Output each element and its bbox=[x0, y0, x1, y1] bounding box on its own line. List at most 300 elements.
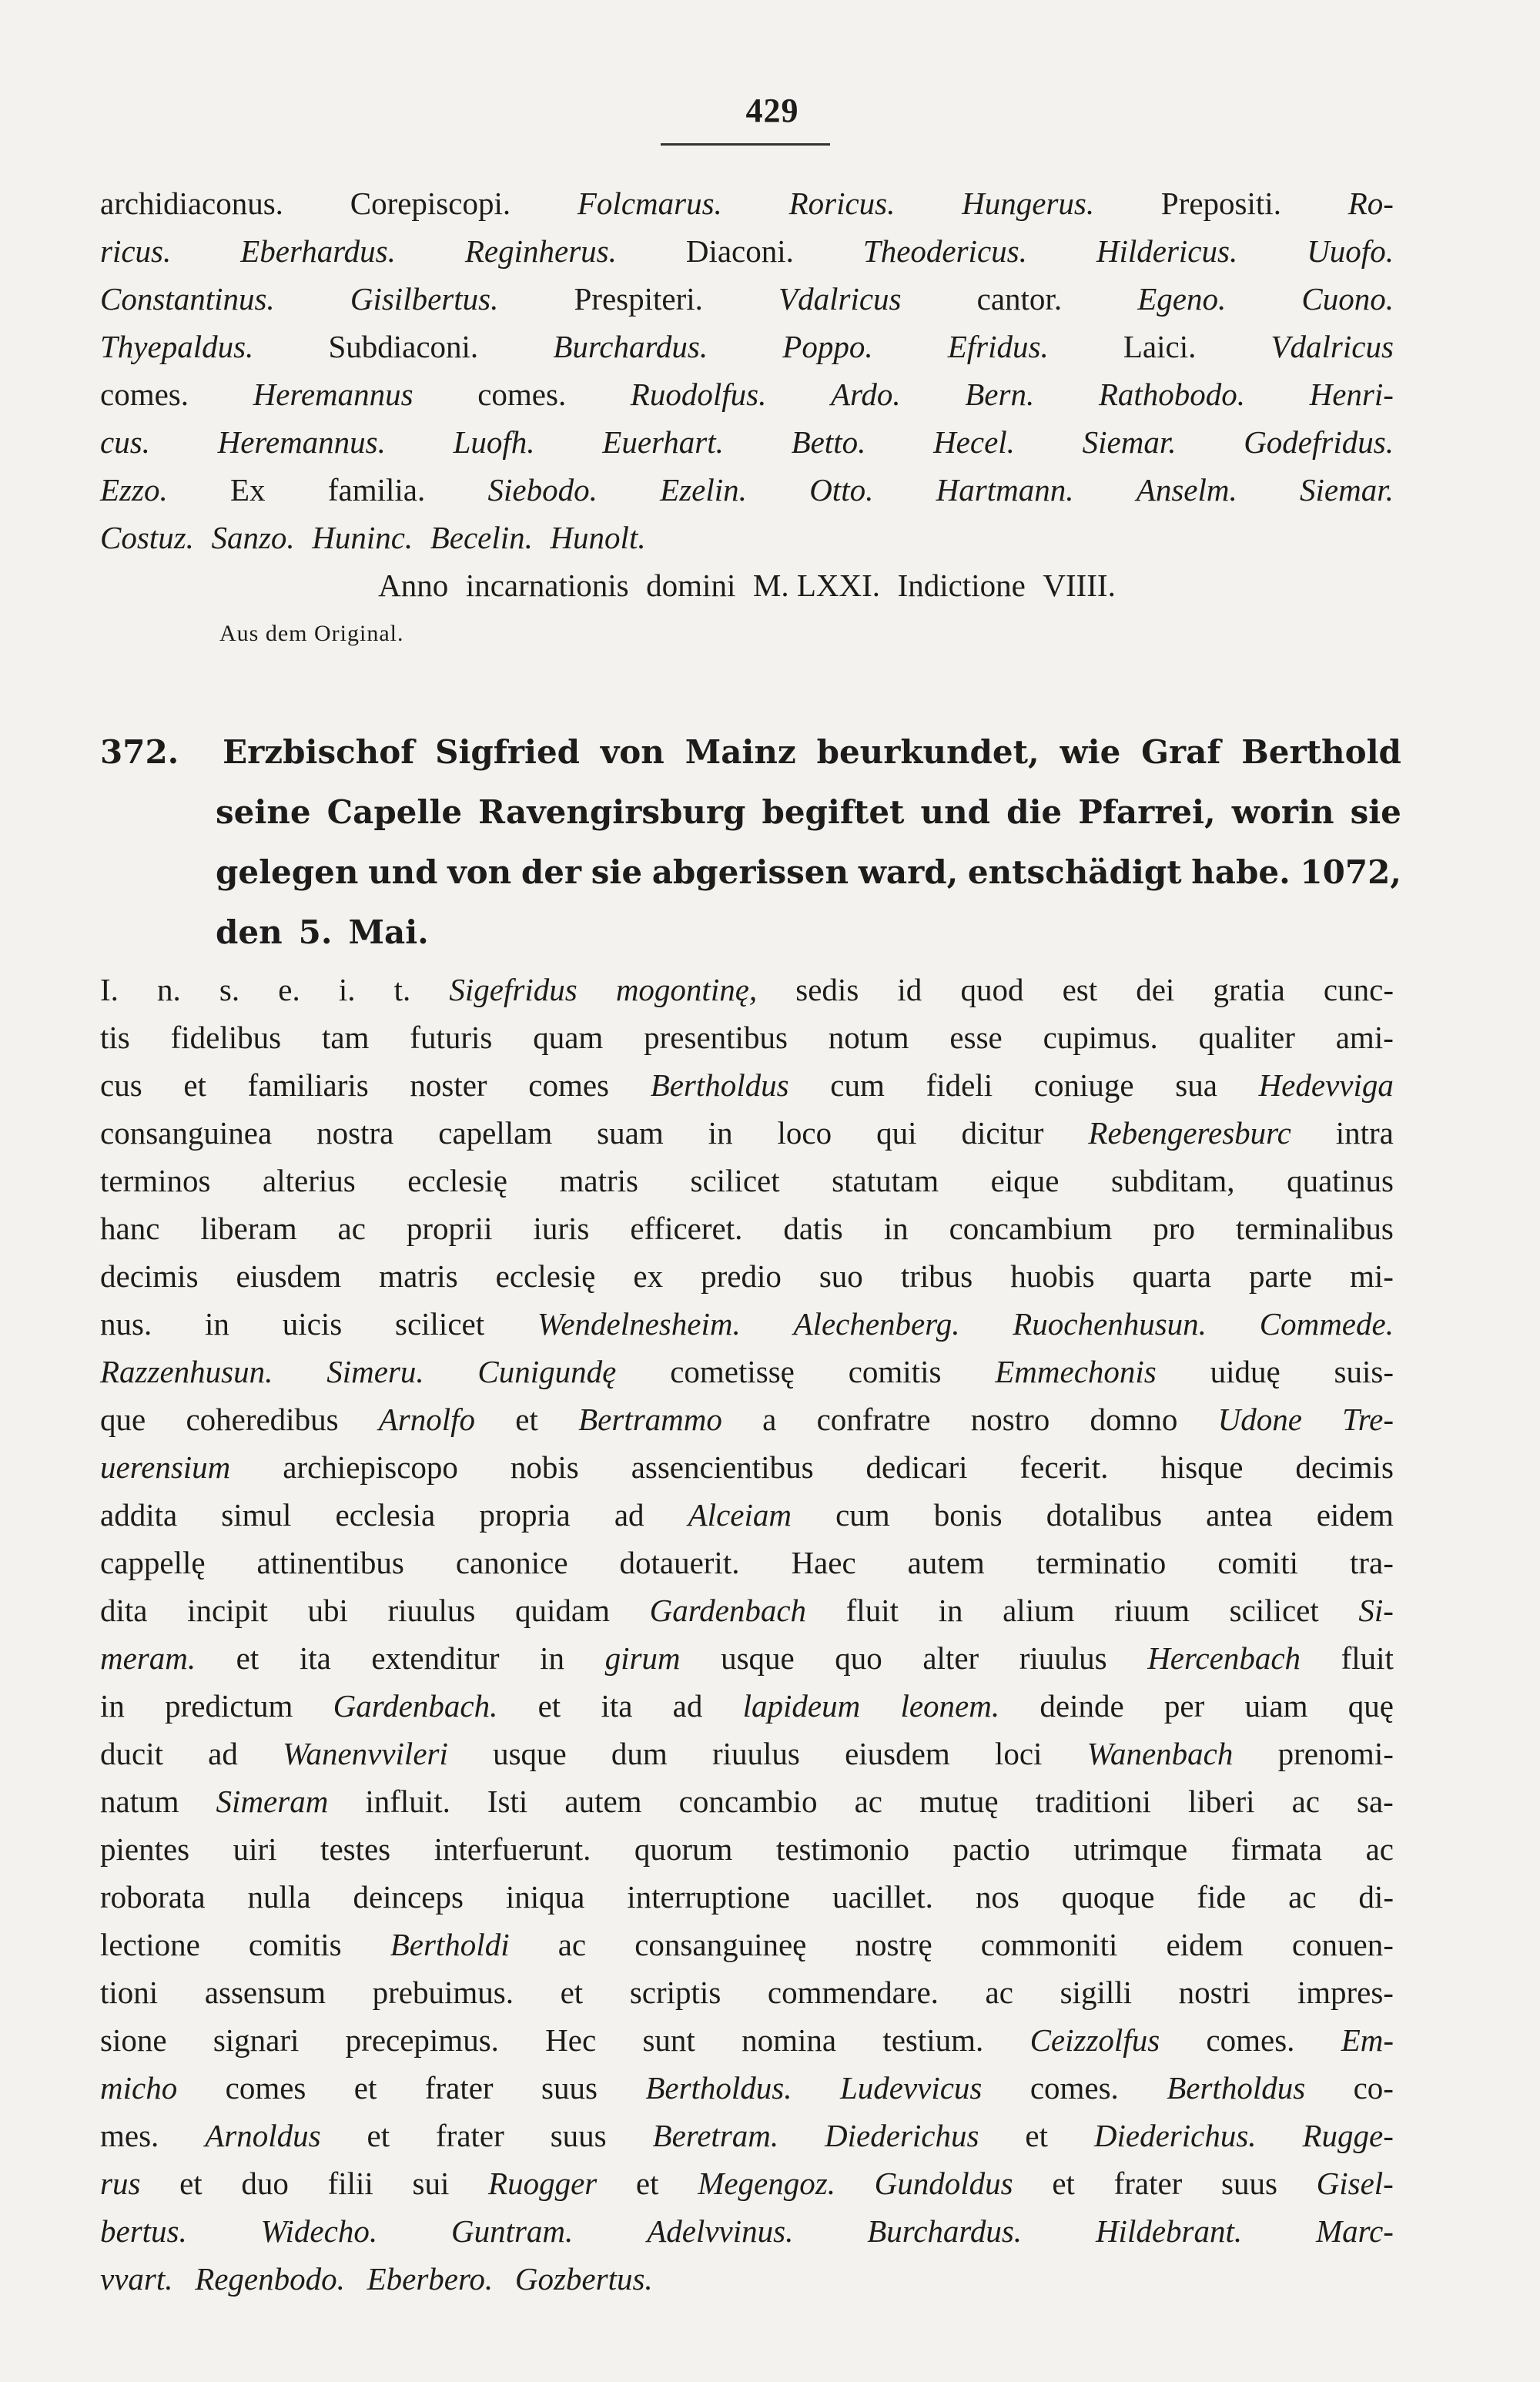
word: testes bbox=[320, 1831, 391, 1867]
italic-word: Heremannus bbox=[253, 377, 413, 412]
word: Hec bbox=[545, 2022, 597, 2058]
word: terminalibus bbox=[1235, 1211, 1394, 1246]
italic-word: Siebodo. bbox=[487, 472, 598, 508]
text-line bbox=[100, 1491, 1394, 1539]
word: cum bbox=[830, 1067, 885, 1103]
heading-word: und bbox=[368, 853, 438, 891]
word: assensum bbox=[204, 1975, 326, 2010]
italic-word: Ezzo. bbox=[100, 472, 168, 508]
word: dei bbox=[1136, 972, 1175, 1007]
italic-word: Ruogger bbox=[488, 2166, 598, 2201]
word: eiusdem bbox=[845, 1736, 950, 1771]
italic-word: Ezelin. bbox=[660, 472, 747, 508]
italic-word: Alechenberg. bbox=[793, 1306, 960, 1342]
italic-word: Theodericus. bbox=[862, 233, 1027, 269]
word: quidam bbox=[515, 1593, 610, 1628]
word: cus bbox=[100, 1067, 142, 1103]
word: commendare. bbox=[767, 1975, 939, 2010]
word: in bbox=[883, 1211, 909, 1246]
italic-word: Em- bbox=[1341, 2022, 1394, 2058]
italic-word: Vdalricus bbox=[778, 281, 902, 317]
word: comes. bbox=[477, 377, 567, 412]
source-note: Aus dem Original. bbox=[219, 621, 404, 646]
word: ac bbox=[1291, 1784, 1320, 1819]
word: sedis bbox=[795, 972, 859, 1007]
text-line bbox=[100, 561, 1394, 609]
italic-word: Simeram bbox=[216, 1784, 329, 1819]
text-line bbox=[100, 1300, 1394, 1348]
italic-word: Burchardus. bbox=[553, 329, 708, 364]
heading-word: 1072, bbox=[1300, 853, 1401, 891]
text-line bbox=[100, 1921, 1394, 1968]
word: nos bbox=[975, 1879, 1019, 1915]
italic-word: Regenbodo. bbox=[195, 2261, 345, 2297]
word: familia. bbox=[327, 472, 426, 508]
word: hanc bbox=[100, 1211, 160, 1246]
word: archidiaconus. bbox=[100, 186, 283, 221]
word: riuulus bbox=[1019, 1640, 1107, 1676]
text-line bbox=[100, 179, 1394, 227]
italic-word: Ruochenhusun. bbox=[1013, 1306, 1207, 1342]
word: fecerit. bbox=[1019, 1449, 1109, 1485]
italic-word: leonem. bbox=[900, 1688, 1000, 1724]
heading-word: worin bbox=[1231, 793, 1334, 831]
word: assencientibus bbox=[631, 1449, 814, 1485]
italic-word: Adelvvinus. bbox=[647, 2213, 794, 2249]
word: quorum bbox=[634, 1831, 733, 1867]
word: loco bbox=[777, 1115, 832, 1151]
word: i. bbox=[338, 972, 356, 1007]
word: statutam bbox=[832, 1163, 939, 1198]
italic-word: Bertrammo bbox=[578, 1402, 722, 1437]
word: nostro bbox=[970, 1402, 1050, 1437]
word: uicis bbox=[282, 1306, 343, 1342]
word: Prespiteri. bbox=[574, 281, 703, 317]
italic-word: Sanzo. bbox=[211, 520, 295, 555]
word: attinentibus bbox=[256, 1545, 404, 1580]
word: uacillet. bbox=[832, 1879, 933, 1915]
word: huobis bbox=[1010, 1258, 1095, 1294]
italic-word: Bertholdus bbox=[650, 1067, 789, 1103]
text-line bbox=[100, 1586, 1394, 1634]
word: quam bbox=[533, 1020, 604, 1055]
italic-word: Luofh. bbox=[453, 424, 535, 460]
word: prenomi- bbox=[1277, 1736, 1394, 1771]
word: coniuge bbox=[1033, 1067, 1134, 1103]
word: quod bbox=[960, 972, 1024, 1007]
word: t. bbox=[393, 972, 411, 1007]
text-line bbox=[100, 2207, 1394, 2255]
word: pro bbox=[1153, 1211, 1195, 1246]
word: per bbox=[1163, 1688, 1205, 1724]
italic-word: Vdalricus bbox=[1270, 329, 1394, 364]
italic-word: Simeru. bbox=[326, 1354, 424, 1389]
word: gratia bbox=[1213, 972, 1285, 1007]
italic-word: Eberbero. bbox=[367, 2261, 494, 2297]
word: autem bbox=[564, 1784, 642, 1819]
italic-word: Arnolfo bbox=[378, 1402, 476, 1437]
word: nulla bbox=[247, 1879, 311, 1915]
word: archiepiscopo bbox=[283, 1449, 458, 1485]
italic-word: Ro- bbox=[1348, 186, 1394, 221]
italic-word: Beretram. bbox=[652, 2118, 779, 2153]
word: iniqua bbox=[505, 1879, 585, 1915]
word: riuulus bbox=[387, 1593, 476, 1628]
word: predio bbox=[701, 1258, 782, 1294]
text-line bbox=[100, 466, 1394, 514]
word: mutuę bbox=[919, 1784, 999, 1819]
italic-word: Poppo. bbox=[782, 329, 873, 364]
heading-word: Mainz bbox=[685, 733, 796, 771]
word: in bbox=[938, 1593, 963, 1628]
text-line bbox=[100, 1061, 1394, 1109]
word: nostra bbox=[316, 1115, 394, 1151]
previous-document-text bbox=[100, 179, 1394, 561]
word: parte bbox=[1249, 1258, 1312, 1294]
word: ami- bbox=[1335, 1020, 1394, 1055]
italic-word: Betto. bbox=[791, 424, 866, 460]
page-number-rule bbox=[661, 143, 830, 146]
word: frater bbox=[436, 2118, 504, 2153]
word: autem bbox=[907, 1545, 985, 1580]
text-line bbox=[100, 1157, 1394, 1204]
word: addita bbox=[100, 1497, 178, 1533]
text-line bbox=[100, 1109, 1394, 1157]
word: di- bbox=[1358, 1879, 1394, 1915]
italic-word: Rugge- bbox=[1302, 2118, 1394, 2153]
italic-word: Uuofo. bbox=[1307, 233, 1394, 269]
word: ac bbox=[557, 1927, 587, 1962]
italic-word: lapideum bbox=[742, 1688, 861, 1724]
italic-word: Wendelnesheim. bbox=[537, 1306, 741, 1342]
text-line bbox=[100, 1252, 1394, 1300]
word: intra bbox=[1335, 1115, 1394, 1151]
word: terminos bbox=[100, 1163, 211, 1198]
italic-word: Alceiam bbox=[688, 1497, 792, 1533]
word: a bbox=[762, 1402, 777, 1437]
word: roborata bbox=[100, 1879, 206, 1915]
word: in bbox=[100, 1688, 125, 1724]
italic-word: Euerhart. bbox=[602, 424, 724, 460]
italic-word: Bertholdi bbox=[390, 1927, 510, 1962]
heading-word: Erzbischof bbox=[223, 733, 415, 771]
word: Haec bbox=[791, 1545, 856, 1580]
word: matris bbox=[559, 1163, 638, 1198]
italic-word: Cunigundę bbox=[477, 1354, 617, 1389]
italic-word: Cuono. bbox=[1301, 281, 1394, 317]
word: comitis bbox=[248, 1927, 342, 1962]
heading-word: seine bbox=[216, 793, 311, 831]
word: quarta bbox=[1132, 1258, 1212, 1294]
word: comes. bbox=[1029, 2070, 1119, 2106]
word: prebuimus. bbox=[372, 1975, 514, 2010]
heading-line bbox=[100, 722, 1401, 782]
word: M. LXXI. bbox=[752, 568, 881, 603]
word: in bbox=[708, 1115, 733, 1151]
word: subditam, bbox=[1110, 1163, 1235, 1198]
word: domini bbox=[646, 568, 736, 603]
italic-word: Thyepaldus. bbox=[100, 329, 254, 364]
italic-word: Wanenbach bbox=[1086, 1736, 1234, 1771]
italic-word: Egeno. bbox=[1137, 281, 1227, 317]
text-line bbox=[100, 1013, 1394, 1061]
word: efficeret. bbox=[630, 1211, 743, 1246]
italic-word: Ceizzolfus bbox=[1029, 2022, 1160, 2058]
word: noster bbox=[410, 1067, 487, 1103]
heading-word: habe. bbox=[1191, 853, 1291, 891]
word: cupimus. bbox=[1043, 1020, 1158, 1055]
word: que bbox=[100, 1402, 146, 1437]
heading-word: 5. bbox=[298, 913, 333, 951]
word: e. bbox=[278, 972, 300, 1007]
word: sui bbox=[412, 2166, 450, 2201]
word: VIIII. bbox=[1043, 568, 1116, 603]
heading-line bbox=[100, 843, 1401, 903]
italic-word: micho bbox=[100, 2070, 178, 2106]
word: id bbox=[897, 972, 922, 1007]
word: dedicari bbox=[865, 1449, 968, 1485]
word: testimonio bbox=[775, 1831, 910, 1867]
italic-word: Razzenhusun. bbox=[100, 1354, 273, 1389]
word: extenditur bbox=[371, 1640, 500, 1676]
italic-word: Siemar. bbox=[1082, 424, 1177, 460]
italic-word: Costuz. bbox=[100, 520, 194, 555]
heading-word: von bbox=[447, 853, 512, 891]
word: familiaris bbox=[247, 1067, 369, 1103]
word: nobis bbox=[510, 1449, 579, 1485]
word: cantor. bbox=[976, 281, 1063, 317]
word: mes. bbox=[100, 2118, 159, 2153]
italic-word: Tre- bbox=[1342, 1402, 1394, 1437]
word: riuulus bbox=[712, 1736, 800, 1771]
word: interfuerunt. bbox=[434, 1831, 591, 1867]
text-line bbox=[100, 1873, 1394, 1921]
italic-word: Gozbertus. bbox=[514, 2261, 653, 2297]
heading-word: gelegen bbox=[216, 853, 359, 891]
word: ac bbox=[854, 1784, 882, 1819]
word: Indictione bbox=[897, 568, 1026, 603]
word: sua bbox=[1175, 1067, 1217, 1103]
word: suus bbox=[550, 2118, 607, 2153]
word: qualiter bbox=[1198, 1020, 1295, 1055]
text-line bbox=[100, 323, 1394, 370]
italic-word: Eberhardus. bbox=[240, 233, 396, 269]
word: ecclesię bbox=[407, 1163, 507, 1198]
word: concambium bbox=[949, 1211, 1113, 1246]
text-line bbox=[100, 1443, 1394, 1491]
text-line bbox=[100, 1777, 1394, 1825]
word: impres- bbox=[1297, 1975, 1394, 2010]
word: quo bbox=[835, 1640, 882, 1676]
word: uiri bbox=[233, 1831, 277, 1867]
italic-word: mogontinę, bbox=[615, 972, 758, 1007]
word: coheredibus bbox=[186, 1402, 339, 1437]
word: liberi bbox=[1187, 1784, 1255, 1819]
italic-word: Hildericus. bbox=[1096, 233, 1238, 269]
word: quę bbox=[1348, 1688, 1394, 1724]
text-line bbox=[100, 2159, 1394, 2207]
italic-word: Diederichus bbox=[825, 2118, 979, 2153]
word: loci bbox=[994, 1736, 1043, 1771]
word: comes. bbox=[100, 377, 189, 412]
text-line bbox=[100, 966, 1394, 1013]
word: suus bbox=[1221, 2166, 1277, 2201]
text-line bbox=[100, 370, 1394, 418]
text-line bbox=[100, 2112, 1394, 2159]
word: decimis bbox=[100, 1258, 199, 1294]
word: Corepiscopi. bbox=[350, 186, 511, 221]
text-line bbox=[100, 1539, 1394, 1586]
word: incipit bbox=[187, 1593, 268, 1628]
word: mi- bbox=[1349, 1258, 1394, 1294]
heading-word: Sigfried bbox=[435, 733, 581, 771]
text-line bbox=[100, 2064, 1394, 2112]
word: eidem bbox=[1316, 1497, 1394, 1533]
italic-word: Gisel- bbox=[1316, 2166, 1394, 2201]
text-line bbox=[100, 227, 1394, 275]
word: in bbox=[540, 1640, 565, 1676]
word: riuum bbox=[1114, 1593, 1190, 1628]
word: nostrę bbox=[855, 1927, 932, 1962]
italic-word: Anselm. bbox=[1136, 472, 1237, 508]
word: fluit bbox=[845, 1593, 899, 1628]
word: scilicet bbox=[395, 1306, 485, 1342]
word: et bbox=[1025, 2118, 1048, 2153]
word: ubi bbox=[307, 1593, 348, 1628]
word: sigilli bbox=[1060, 1975, 1133, 2010]
italic-word: Hecel. bbox=[933, 424, 1015, 460]
text-line bbox=[100, 418, 1394, 466]
word: filii bbox=[327, 2166, 373, 2201]
word: tis bbox=[100, 1020, 130, 1055]
word: comiti bbox=[1217, 1545, 1299, 1580]
word: usque bbox=[493, 1736, 567, 1771]
text-line bbox=[100, 1395, 1394, 1443]
word: n. bbox=[157, 972, 181, 1007]
word: Laici. bbox=[1123, 329, 1197, 364]
text-line bbox=[100, 1968, 1394, 2016]
italic-word: Arnoldus bbox=[205, 2118, 321, 2153]
italic-word: Ludevvicus bbox=[839, 2070, 983, 2106]
word: Ex bbox=[230, 472, 266, 508]
word: fideli bbox=[926, 1067, 993, 1103]
word: tam bbox=[321, 1020, 370, 1055]
italic-word: Huninc. bbox=[312, 520, 413, 555]
word: suo bbox=[819, 1258, 863, 1294]
italic-word: Efridus. bbox=[947, 329, 1049, 364]
heading-word: die bbox=[1006, 793, 1063, 831]
word: co- bbox=[1353, 2070, 1394, 2106]
text-line bbox=[100, 1730, 1394, 1777]
word: incarnationis bbox=[465, 568, 629, 603]
word: fide bbox=[1197, 1879, 1247, 1915]
word: usque bbox=[721, 1640, 795, 1676]
word: antea bbox=[1206, 1497, 1273, 1533]
italic-word: Constantinus. bbox=[100, 281, 275, 317]
word: esse bbox=[949, 1020, 1003, 1055]
word: quatinus bbox=[1287, 1163, 1394, 1198]
word: ac bbox=[1288, 1879, 1317, 1915]
word: interruptione bbox=[627, 1879, 791, 1915]
word: consanguineę bbox=[634, 1927, 807, 1962]
word: cometissę bbox=[670, 1354, 795, 1389]
word: et bbox=[635, 2166, 659, 2201]
italic-word: Becelin. bbox=[430, 520, 533, 555]
word: presentibus bbox=[644, 1020, 788, 1055]
word: Isti bbox=[487, 1784, 528, 1819]
word: scilicet bbox=[690, 1163, 780, 1198]
word: ad bbox=[672, 1688, 703, 1724]
heading-line bbox=[100, 903, 1401, 963]
italic-word: Ardo. bbox=[830, 377, 901, 412]
italic-word: Megengoz. bbox=[698, 2166, 835, 2201]
word: et bbox=[353, 2070, 377, 2106]
word: concambio bbox=[678, 1784, 818, 1819]
word: comes bbox=[528, 1067, 610, 1103]
heading-word: Mai. bbox=[348, 913, 429, 951]
word: ducit bbox=[100, 1736, 163, 1771]
word: predictum bbox=[165, 1688, 293, 1724]
italic-word: Ruodolfus. bbox=[630, 377, 767, 412]
italic-word: Marc- bbox=[1316, 2213, 1394, 2249]
word: traditioni bbox=[1035, 1784, 1151, 1819]
word: deinde bbox=[1040, 1688, 1124, 1724]
heading-word: Graf bbox=[1141, 733, 1221, 771]
word: est bbox=[1062, 972, 1098, 1007]
word: sunt bbox=[642, 2022, 695, 2058]
document-body-text bbox=[100, 966, 1394, 2303]
italic-word: ricus. bbox=[100, 233, 172, 269]
word: et bbox=[236, 1640, 259, 1676]
text-line bbox=[100, 1348, 1394, 1395]
italic-word: Siemar. bbox=[1300, 472, 1394, 508]
word: simul bbox=[221, 1497, 292, 1533]
word: I. bbox=[100, 972, 119, 1007]
word: et bbox=[537, 1688, 561, 1724]
word: ita bbox=[601, 1688, 633, 1724]
word: suam bbox=[597, 1115, 664, 1151]
word: in bbox=[205, 1306, 229, 1342]
word: dita bbox=[100, 1593, 148, 1628]
italic-word: Otto. bbox=[809, 472, 874, 508]
word: scilicet bbox=[1229, 1593, 1319, 1628]
heading-word: abgerissen bbox=[651, 853, 849, 891]
page-number: 429 bbox=[745, 92, 799, 129]
word: Anno bbox=[378, 568, 449, 603]
word: proprii bbox=[406, 1211, 493, 1246]
text-line bbox=[100, 1682, 1394, 1730]
word: domno bbox=[1090, 1402, 1178, 1437]
word: firmata bbox=[1230, 1831, 1323, 1867]
text-line bbox=[100, 275, 1394, 323]
heading-word: den bbox=[216, 913, 283, 951]
word: et bbox=[1052, 2166, 1075, 2201]
word: et bbox=[179, 2166, 203, 2201]
word: Prepositi. bbox=[1160, 186, 1281, 221]
word: alter bbox=[922, 1640, 979, 1676]
word: alterius bbox=[263, 1163, 356, 1198]
italic-word: bertus. bbox=[100, 2213, 187, 2249]
heading-word: von bbox=[600, 733, 665, 771]
italic-word: Hartmann. bbox=[936, 472, 1074, 508]
word: ex bbox=[633, 1258, 664, 1294]
word: ecclesię bbox=[495, 1258, 596, 1294]
italic-word: Emmechonis bbox=[995, 1354, 1157, 1389]
word: ita bbox=[299, 1640, 331, 1676]
italic-word: uerensium bbox=[100, 1449, 231, 1485]
italic-word: Henri- bbox=[1309, 377, 1394, 412]
italic-word: Gardenbach. bbox=[333, 1688, 498, 1724]
